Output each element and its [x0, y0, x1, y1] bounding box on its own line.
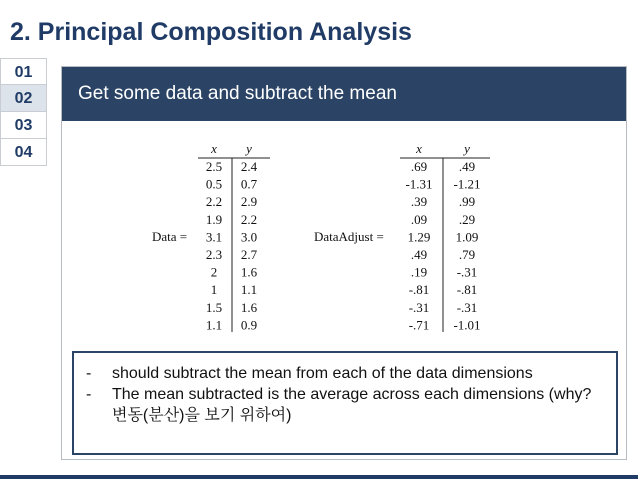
data-table-header-x: x	[211, 141, 217, 156]
panel-heading: Get some data and subtract the mean	[62, 67, 626, 121]
adjust-table-cell-x: .19	[410, 264, 428, 280]
data-table-cell-x: 1	[210, 282, 218, 298]
adjust-table-cell-x: -.81	[408, 282, 430, 298]
data-table-cell-x: 0.5	[205, 176, 223, 192]
data-table-cell-x: 2	[210, 264, 218, 280]
data-table-cell-x: 2.3	[205, 247, 223, 262]
section-nav-item-04[interactable]: 04	[0, 139, 47, 166]
data-table-cell-x: 1.9	[205, 211, 223, 227]
data-table-cell-y: 3.0	[240, 229, 258, 245]
data-table-cell-x: 1.5	[205, 299, 223, 315]
data-table-cell-x: 3.1	[205, 229, 223, 245]
note-dash: -	[86, 386, 92, 403]
slide-title: 2. Principal Composition Analysis	[10, 18, 412, 46]
adjust-table-cell-x: .09	[410, 211, 428, 227]
note-text: should subtract the mean from each of the data dimensions	[112, 365, 533, 382]
adjust-table-cell-y: .49	[458, 159, 476, 174]
data-table-cell-y: 2.7	[240, 247, 258, 262]
adjust-table-cell-y: .79	[458, 247, 476, 262]
data-table-cell-y: 2.4	[240, 159, 258, 174]
adjust-table-cell-x: .69	[410, 159, 428, 174]
notes-box	[72, 351, 618, 455]
section-nav-item-01[interactable]: 01	[0, 58, 47, 85]
section-nav-item-02[interactable]: 02	[0, 85, 47, 112]
data-table-cell-y: 1.1	[240, 282, 258, 298]
adjust-table-cell-x: -1.31	[405, 176, 433, 192]
adjust-table-cell-y: -1.21	[453, 176, 481, 192]
adjust-table-cell-y: .99	[458, 194, 476, 210]
note-text: The mean subtracted is the average across each dimensions (why? 변동(분산)을 보기 위하여)	[112, 386, 592, 424]
data-table-cell-y: 1.6	[240, 299, 258, 315]
note-item	[86, 363, 608, 384]
adjust-table-header-y: y	[464, 141, 470, 156]
adjust-table-header-x: x	[416, 141, 422, 156]
note-item	[86, 384, 608, 426]
data-table-cell-y: 2.9	[240, 194, 258, 210]
data-table-cell-y: 0.9	[240, 317, 258, 333]
data-table-cell-y: 2.2	[240, 211, 258, 227]
adjust-table-cell-x: .49	[410, 247, 428, 262]
adjust-table-cell-x: -.71	[408, 317, 430, 333]
data-table-cell-y: 0.7	[240, 176, 258, 192]
section-nav-item-03[interactable]: 03	[0, 112, 47, 139]
section-nav	[0, 58, 47, 166]
adjust-table-cell-y: -.31	[456, 264, 478, 280]
adjust-table-cell-y: -.31	[456, 299, 478, 315]
data-table-header-y: y	[246, 141, 252, 156]
adjust-table-cell-x: .39	[410, 194, 428, 210]
bottom-accent-bar	[0, 475, 638, 479]
adjust-table-label: DataAdjust =	[314, 229, 384, 244]
adjust-table-cell-y: -.81	[456, 282, 478, 298]
data-table-cell-y: 1.6	[240, 264, 258, 280]
data-table-cell-x: 2.5	[205, 159, 223, 174]
adjust-table-cell-y: .29	[458, 211, 476, 227]
adjust-table-cell-x: -.31	[408, 299, 430, 315]
data-table-cell-x: 1.1	[205, 317, 223, 333]
adjust-table-cell-x: 1.29	[407, 229, 431, 245]
adjust-table-cell-y: -1.01	[453, 317, 481, 333]
data-table-label: Data =	[152, 229, 188, 244]
data-table-cell-x: 2.2	[205, 194, 223, 210]
adjust-table-cell-y: 1.09	[455, 229, 479, 245]
note-dash: -	[86, 365, 92, 382]
